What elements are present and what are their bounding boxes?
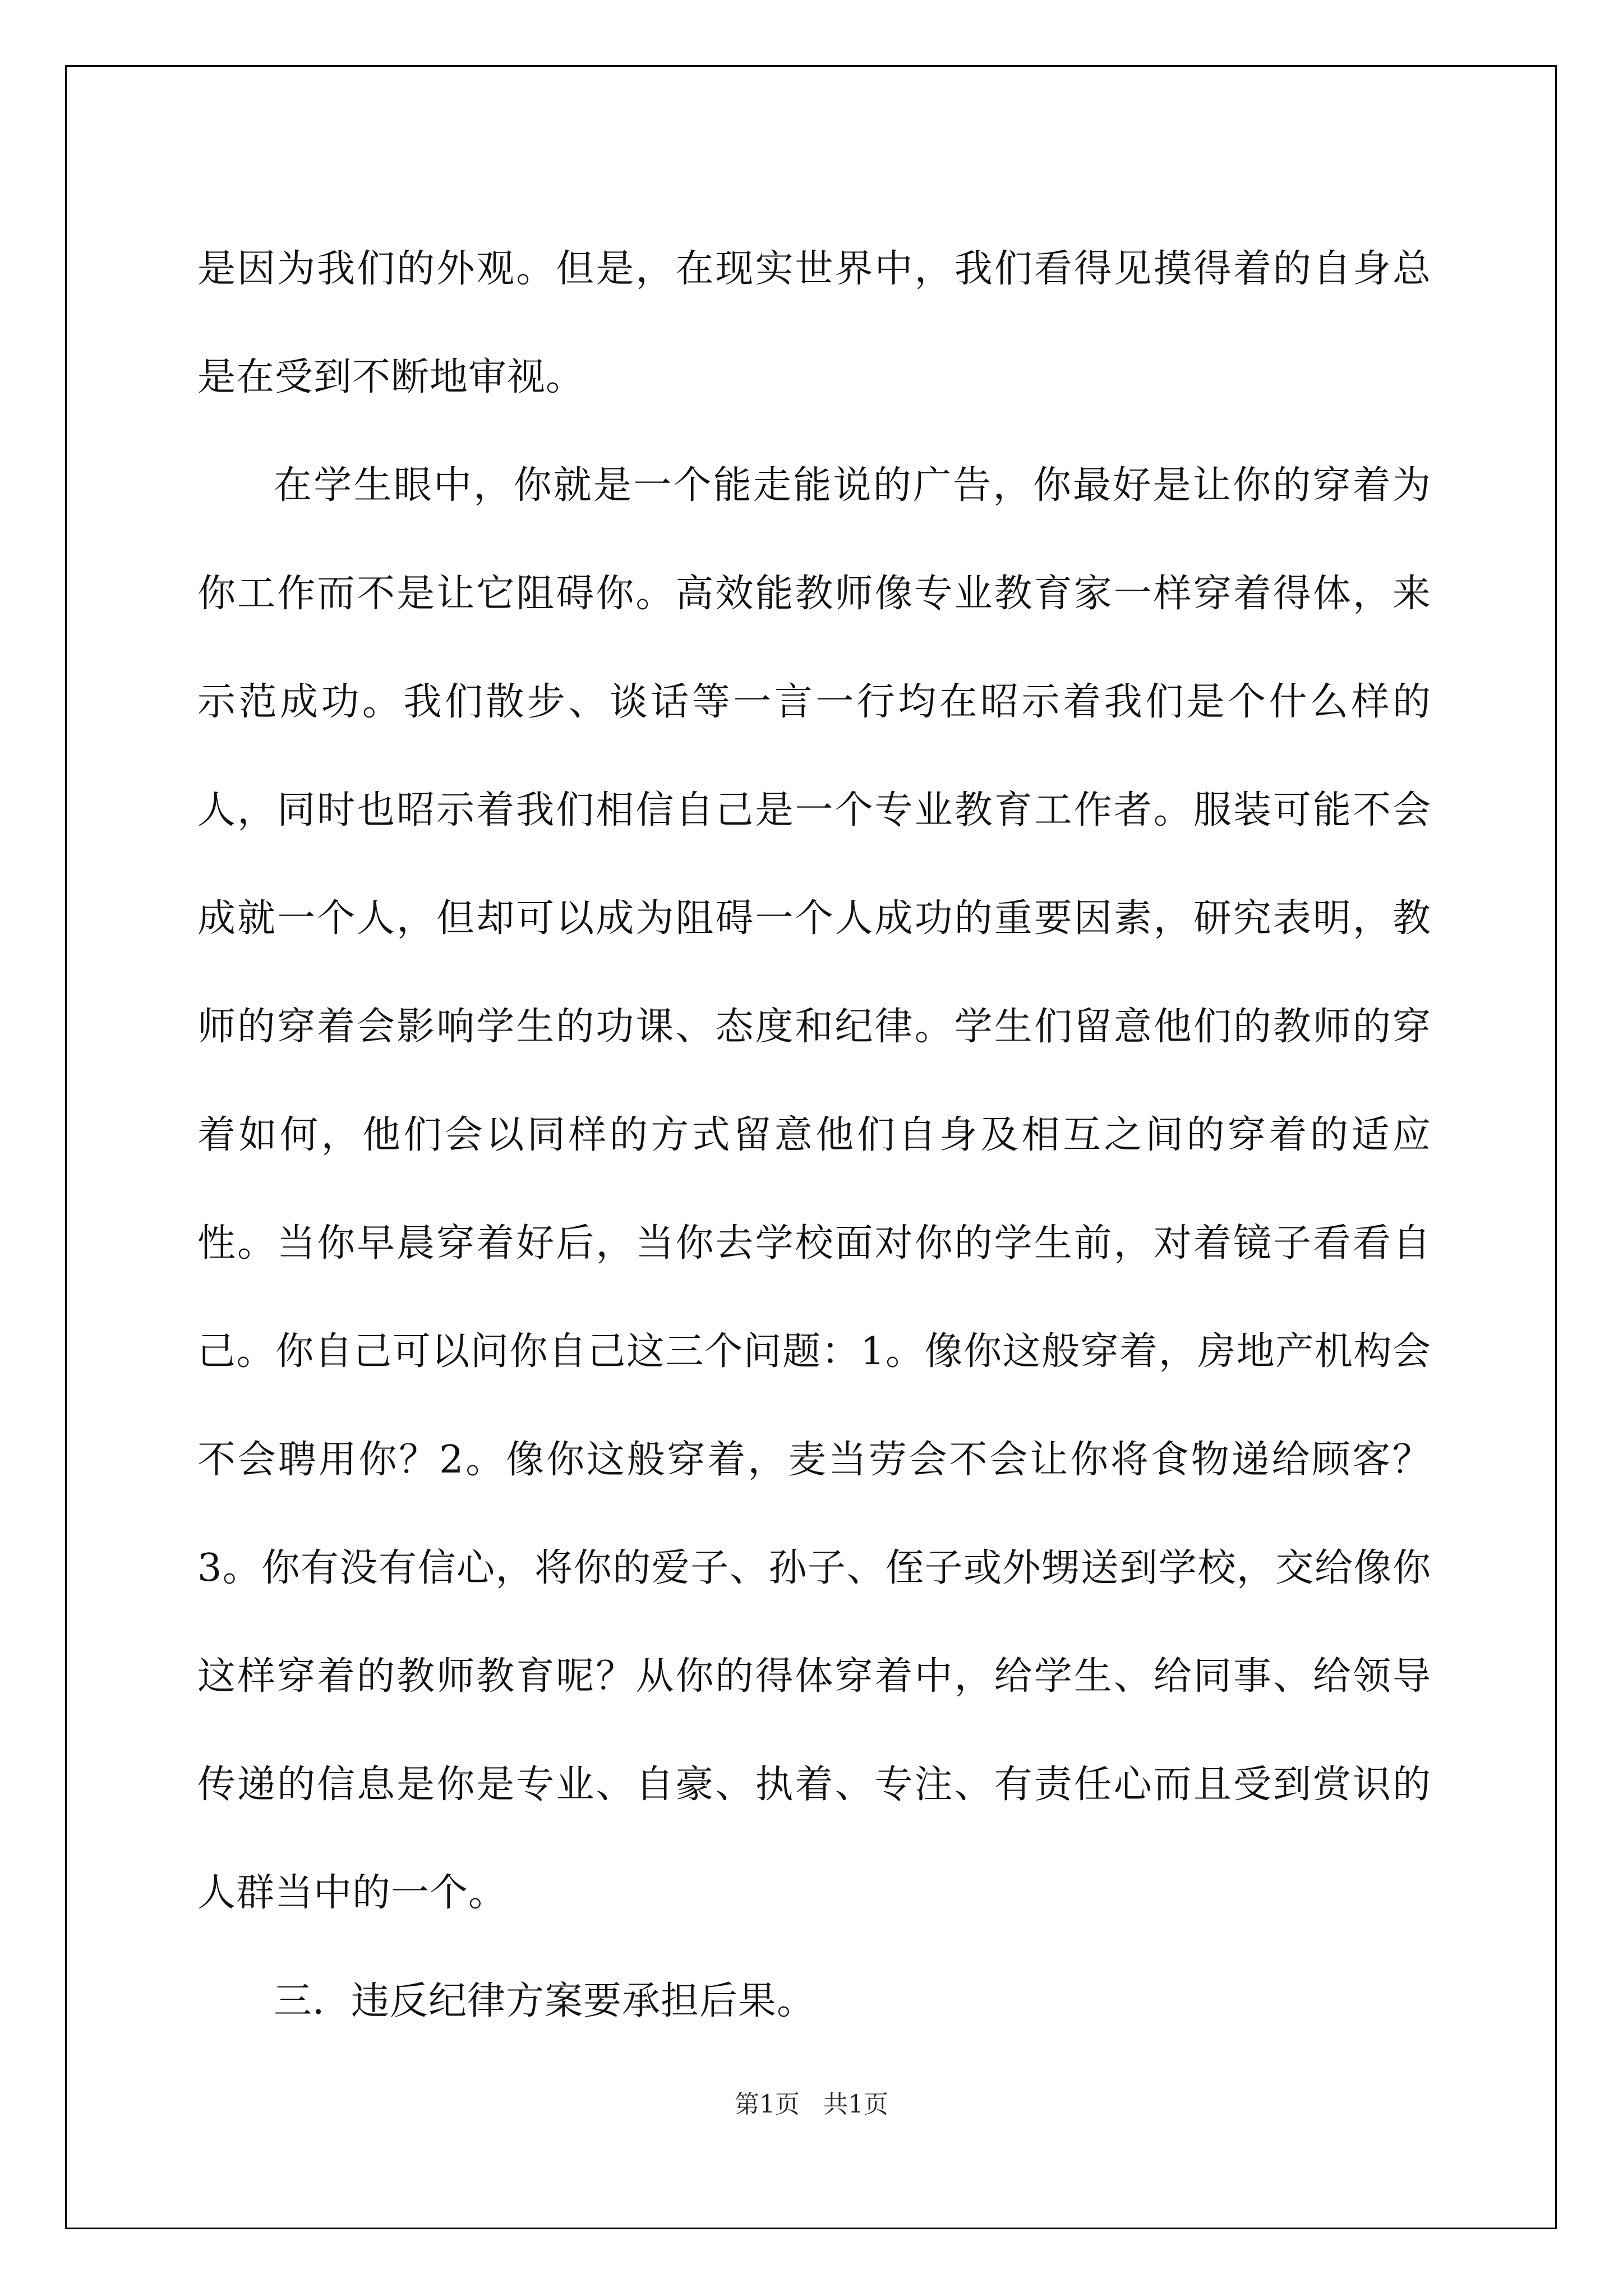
document-body: [197, 215, 1431, 2055]
paragraph-teacher-attire: 在学生眼中，你就是一个能走能说的广告，你最好是让你的穿着为你工作而不是让它阻碍你。高效能教师像专业教育家一样穿着得体，来示范成功。我们散步、谈话等一言一行均在昭示着我们是个什么样的人，同时也昭示着我们相信自己是一个专业教育工作者。服装可能不会成就一个人，但却可以成为阻碍一个人成功的重要因素，研究表明，教师的穿着会影响学生的功课、态度和纪律。学生们留意他们的教师的穿着如何，他们会以同样的方式留意他们自身及相互之间的穿着的适应性。当你早晨穿着好后，当你去学校面对你的学生前，对着镜子看看自己。你自己可以问你自己这三个问题：1。像你这般穿着，房地产机构会不会聘用你？2。像你这般穿着，麦当劳会不会让你将食物递给顾客？3。你有没有信心，将你的爱子、孙子、侄子或外甥送到学校，交给像你这样穿着的教师教育呢？从你的得体穿着中，给学生、给同事、给领导传递的信息是你是专业、自豪、执着、专注、有责任心而且受到赏识的人群当中的一个。: [197, 463, 1431, 1915]
paragraph-continuation: 是因为我们的外观。但是，在现实世界中，我们看得见摸得着的自身总是在受到不断地审视。: [197, 247, 1431, 399]
page-number-footer: 第1页 共1页: [735, 2090, 888, 2119]
paragraph-section-three: 三．违反纪律方案要承担后果。: [274, 1979, 816, 2023]
